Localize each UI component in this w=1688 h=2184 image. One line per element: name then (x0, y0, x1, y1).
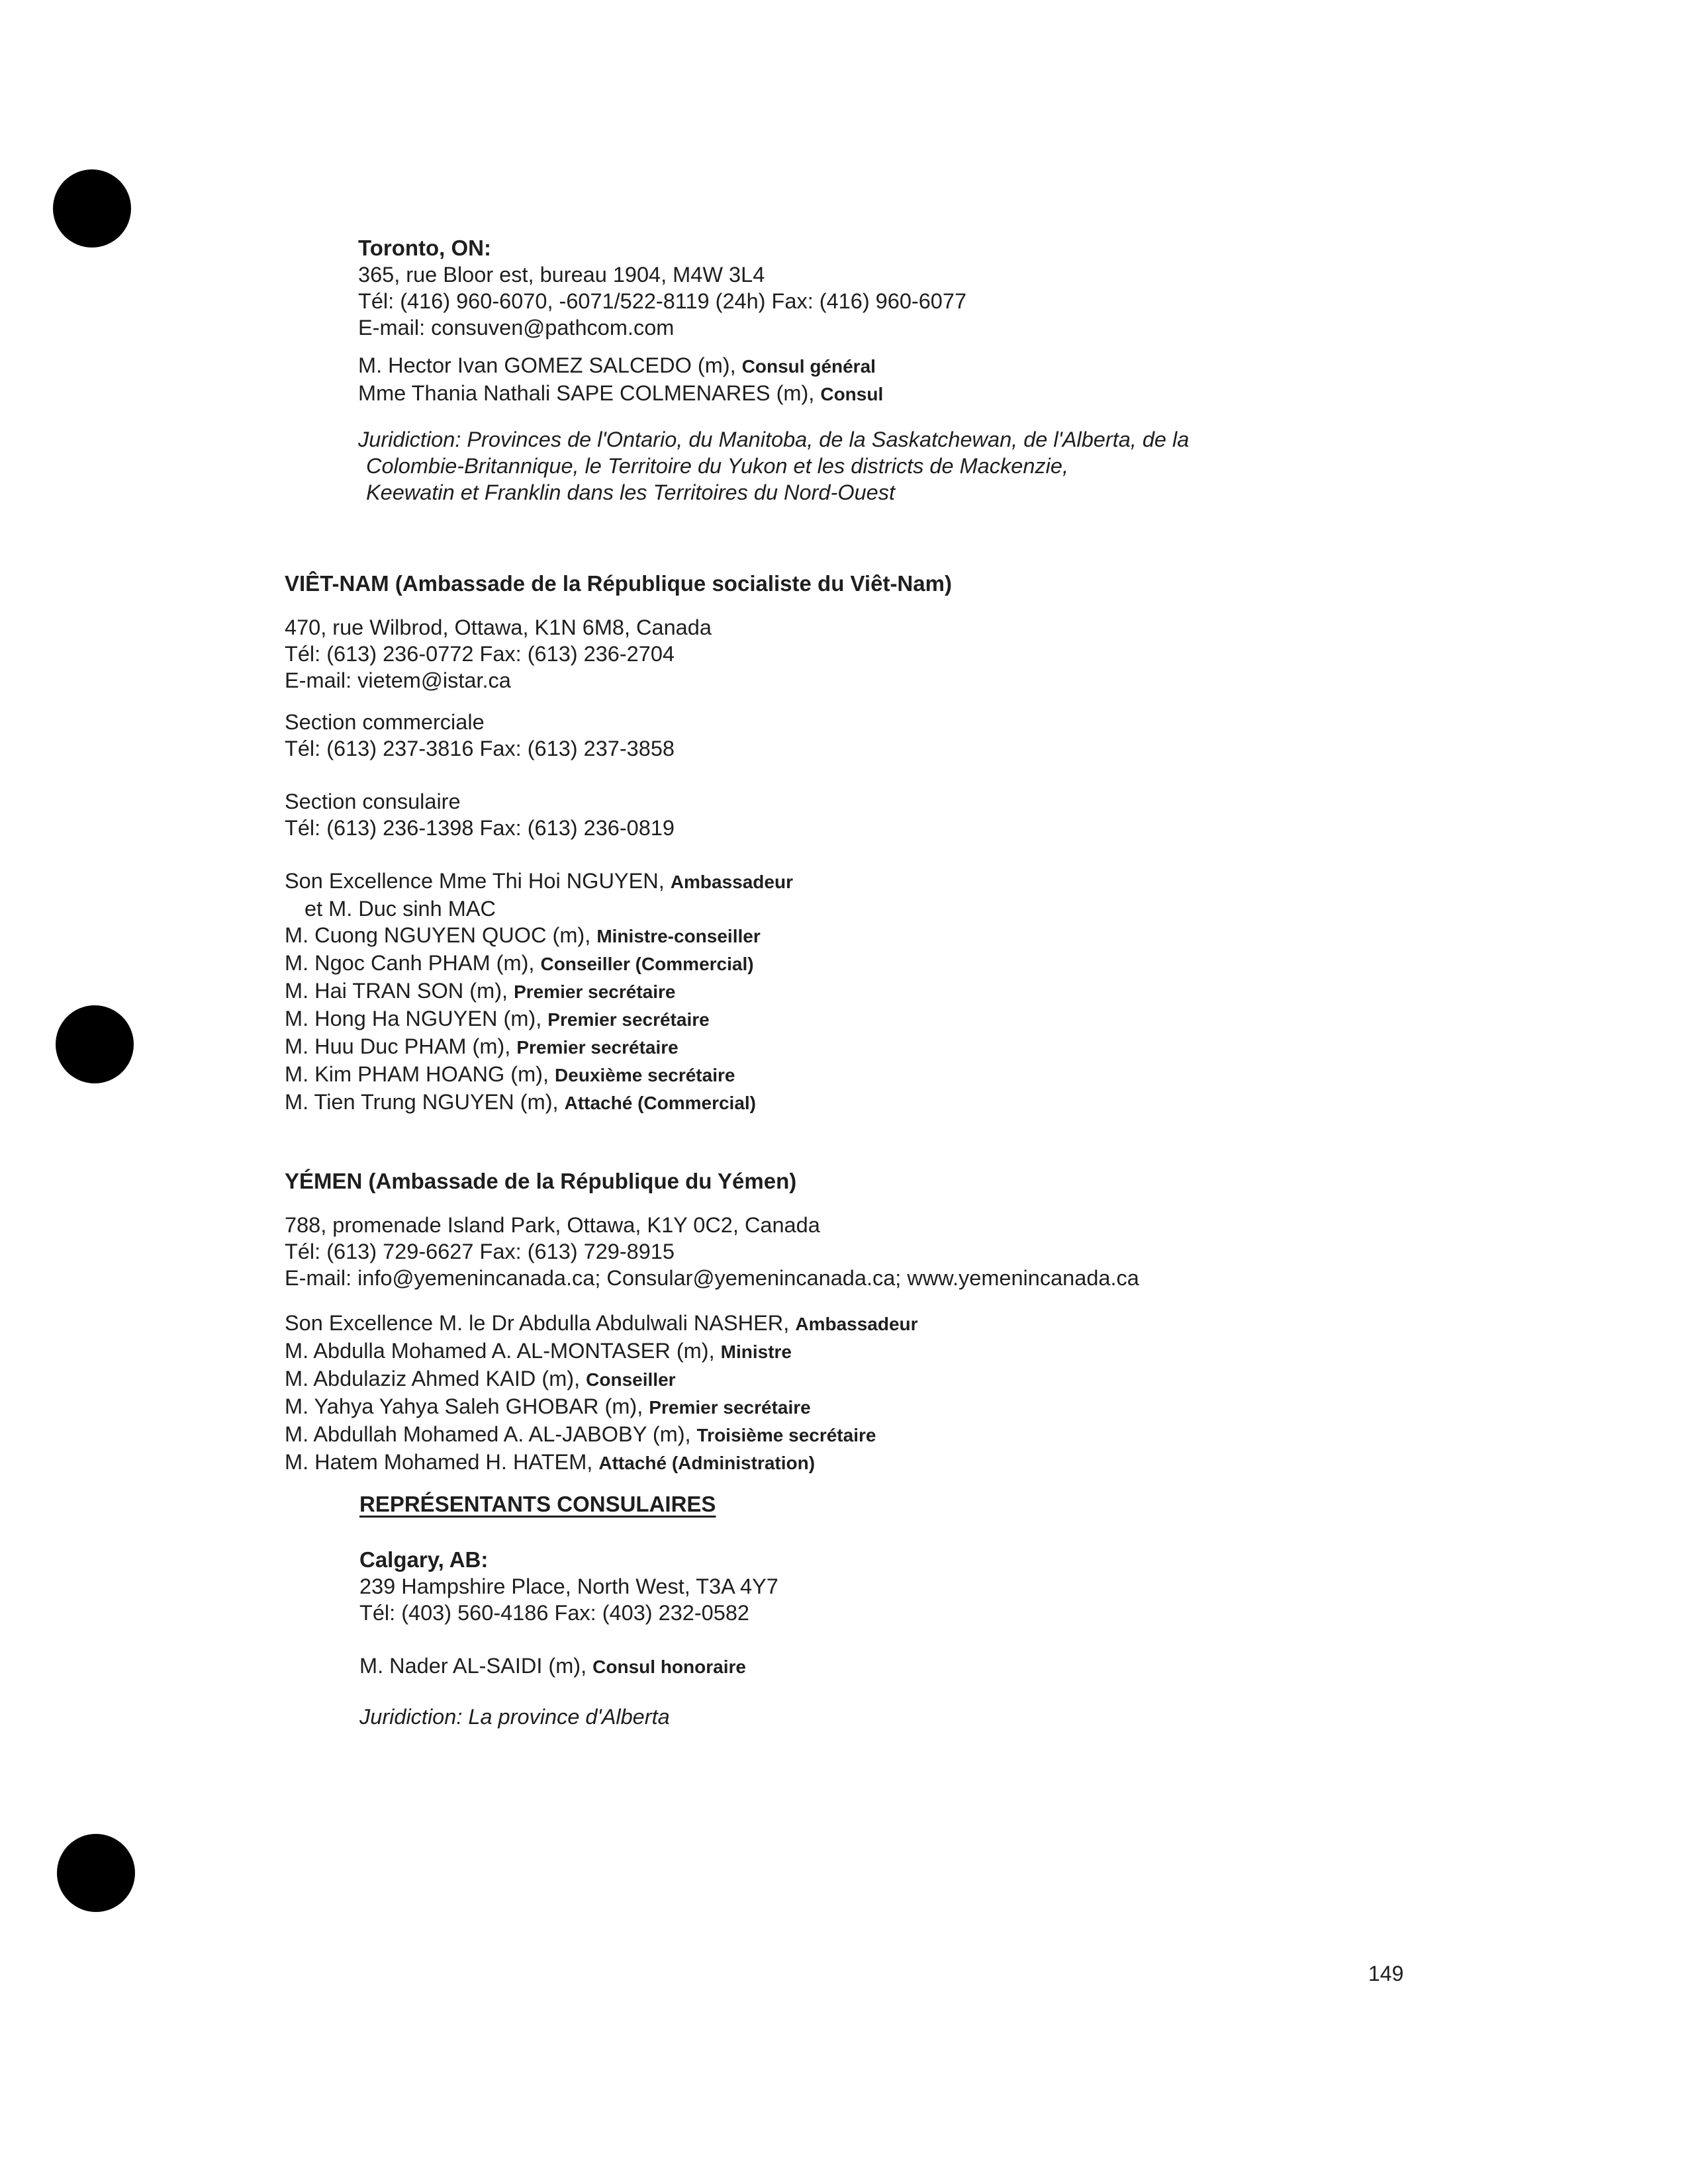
toronto-address: 365, rue Bloor est, bureau 1904, M4W 3L4 (358, 263, 765, 287)
calgary-address: 239 Hampshire Place, North West, T3A 4Y7 (359, 1574, 778, 1598)
vietnam-consular-label: Section consulaire (285, 790, 461, 813)
staff-name: M. Hatem Mohamed H. HATEM, (285, 1450, 599, 1474)
vietnam-title: VIÊT-NAM (Ambassade de la République socialiste du Viêt-Nam) (285, 571, 952, 596)
staff-entry (285, 922, 952, 950)
vietnam-commercial-phone: Tél: (613) 237-3816 Fax: (613) 237-3858 (285, 737, 675, 760)
staff-rank: Consul honoraire (592, 1657, 746, 1677)
staff-name: M. Abdulla Mohamed A. AL-MONTASER (m), (285, 1339, 721, 1363)
staff-rank: Conseiller (586, 1369, 676, 1390)
staff-name: Son Excellence Mme Thi Hoi NGUYEN, (285, 869, 671, 893)
calgary-phone: Tél: (403) 560-4186 Fax: (403) 232-0582 (359, 1601, 749, 1625)
yemen-title: YÉMEN (Ambassade de la République du Yémen) (285, 1169, 797, 1193)
staff-entry (285, 1449, 1139, 1477)
staff-entry (358, 352, 1189, 380)
staff-name: M. Yahya Yahya Saleh GHOBAR (m), (285, 1394, 649, 1418)
staff-entry (285, 978, 952, 1005)
staff-rank: Troisième secrétaire (696, 1425, 876, 1445)
staff-entry (285, 895, 952, 922)
staff-name: M. Cuong NGUYEN QUOC (m), (285, 923, 597, 947)
binder-hole-top (53, 169, 131, 248)
consular-heading: REPRÉSENTANTS CONSULAIRES (359, 1492, 716, 1516)
staff-rank: Ambassadeur (795, 1314, 918, 1334)
yemen-email: E-mail: info@yemenincanada.ca; Consular@yemenincanada.ca; www.yemenincanada.ca (285, 1266, 1139, 1290)
toronto-jurisdiction-line: Keewatin et Franklin dans les Territoires du Nord-Ouest (366, 480, 896, 504)
staff-name: Mme Thania Nathali SAPE COLMENARES (m), (358, 381, 821, 405)
staff-name: M. Ngoc Canh PHAM (m), (285, 951, 541, 975)
vietnam-commercial-label: Section commerciale (285, 710, 485, 734)
staff-rank: Ministre (720, 1342, 792, 1362)
staff-entry (285, 868, 952, 895)
staff-rank: Conseiller (Commercial) (540, 954, 754, 974)
staff-name: M. Abdulaziz Ahmed KAID (m), (285, 1367, 586, 1390)
staff-entry (285, 1365, 1139, 1393)
staff-rank: Consul (820, 384, 884, 404)
staff-name: M. Hai TRAN SON (m), (285, 979, 514, 1003)
staff-entry (285, 1033, 952, 1061)
staff-entry (285, 1393, 1139, 1421)
staff-name: M. Kim PHAM HOANG (m), (285, 1062, 555, 1086)
staff-name: M. Tien Trung NGUYEN (m), (285, 1090, 565, 1114)
page-number: 149 (1368, 1962, 1404, 1985)
vietnam-consular-phone: Tél: (613) 236-1398 Fax: (613) 236-0819 (285, 816, 675, 840)
staff-rank: Premier secrétaire (547, 1009, 710, 1030)
staff-rank: Consul général (741, 356, 876, 377)
toronto-jurisdiction-line: Juridiction: Provinces de l'Ontario, du Manitoba, de la Saskatchewan, de l'Alberta, de la (358, 428, 1190, 451)
yemen-address: 788, promenade Island Park, Ottawa, K1Y 0C2, Canada (285, 1213, 820, 1237)
toronto-email: E-mail: consuven@pathcom.com (358, 316, 675, 340)
calgary-city: Calgary, AB: (359, 1547, 489, 1572)
staff-name: M. Hector Ivan GOMEZ SALCEDO (m), (358, 353, 742, 377)
staff-rank: Premier secrétaire (649, 1397, 811, 1418)
vietnam-address: 470, rue Wilbrod, Ottawa, K1N 6M8, Canada (285, 615, 712, 639)
staff-entry (285, 950, 952, 978)
vietnam-email: E-mail: vietem@istar.ca (285, 668, 511, 692)
staff-entry (359, 1653, 778, 1680)
staff-entry (285, 1310, 1139, 1338)
staff-rank: Premier secrétaire (514, 981, 676, 1002)
staff-name: M. Nader AL-SAIDI (m), (359, 1654, 593, 1678)
binder-hole-bottom (57, 1834, 135, 1912)
staff-entry (358, 380, 1189, 408)
staff-rank: Ambassadeur (670, 872, 793, 892)
toronto-phone: Tél: (416) 960-6070, -6071/522-8119 (24h) Fax: (416) 960-6077 (358, 289, 967, 313)
vietnam-embassy (285, 570, 952, 1116)
toronto-consulate (358, 235, 1189, 506)
binder-hole-middle (56, 1005, 134, 1083)
staff-entry (285, 1338, 1139, 1365)
vietnam-phone: Tél: (613) 236-0772 Fax: (613) 236-2704 (285, 642, 675, 666)
toronto-jurisdiction-line: Colombie-Britannique, le Territoire du Yukon et les districts de Mackenzie, (366, 454, 1068, 478)
staff-rank: Ministre-conseiller (596, 926, 761, 946)
staff-entry (285, 1421, 1139, 1449)
staff-entry (285, 1061, 952, 1089)
yemen-embassy (285, 1168, 1139, 1477)
yemen-consular-representatives (359, 1491, 778, 1730)
yemen-phone: Tél: (613) 729-6627 Fax: (613) 729-8915 (285, 1240, 675, 1263)
staff-rank: Deuxième secrétaire (555, 1065, 735, 1085)
toronto-city: Toronto, ON: (358, 236, 491, 260)
staff-name: et M. Duc sinh MAC (305, 897, 496, 921)
staff-name: M. Abdullah Mohamed A. AL-JABOBY (m), (285, 1422, 697, 1446)
staff-name: Son Excellence M. le Dr Abdulla Abdulwali NASHER, (285, 1311, 796, 1335)
staff-entry (285, 1089, 952, 1116)
staff-rank: Attaché (Commercial) (564, 1093, 756, 1113)
calgary-jurisdiction: Juridiction: La province d'Alberta (359, 1705, 670, 1729)
staff-rank: Attaché (Administration) (598, 1453, 816, 1473)
staff-entry (285, 1005, 952, 1033)
staff-rank: Premier secrétaire (516, 1037, 679, 1058)
staff-name: M. Huu Duc PHAM (m), (285, 1034, 517, 1058)
staff-name: M. Hong Ha NGUYEN (m), (285, 1007, 548, 1030)
